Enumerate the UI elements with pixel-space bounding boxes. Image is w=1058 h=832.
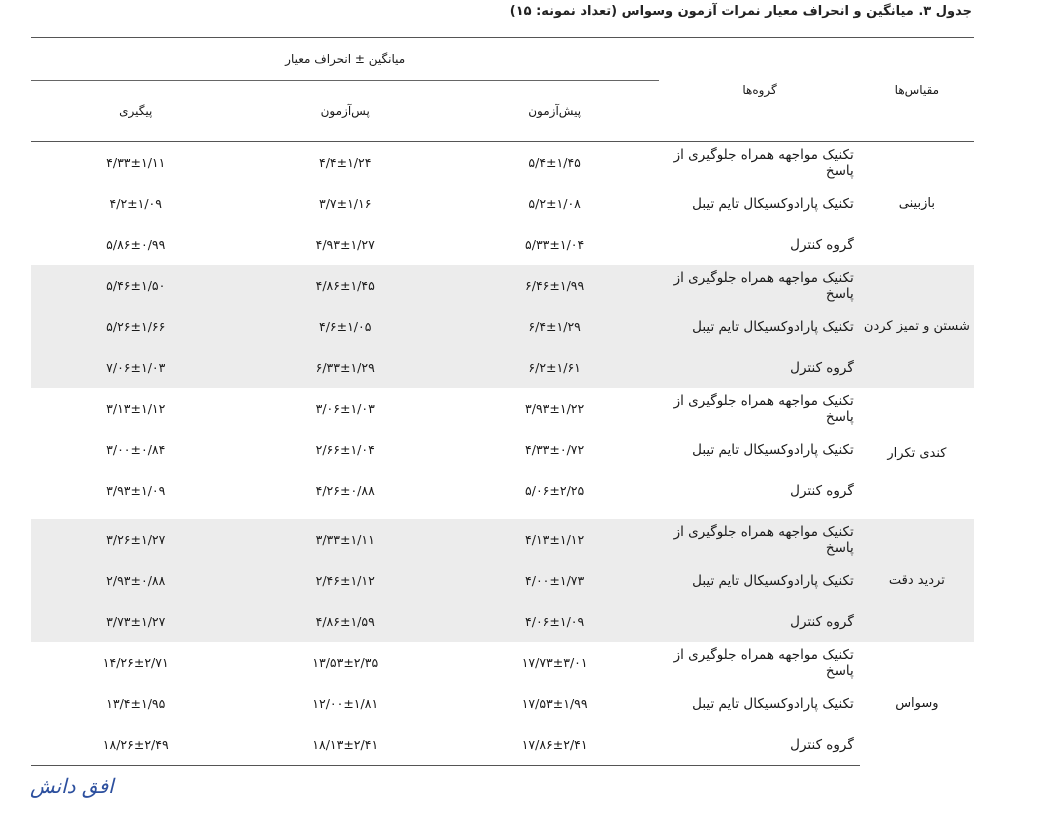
posttest-value: ۳/۳۳±۱/۱۱ <box>241 519 450 560</box>
header-scale: مقیاس‌ها <box>894 82 940 97</box>
section-obsession <box>31 642 974 766</box>
group-label: تکنیک مواجهه همراه جلوگیری از پاسخ <box>659 519 859 560</box>
table-row <box>31 142 974 184</box>
scale-label: بازبینی <box>898 195 935 211</box>
table-row <box>31 183 974 224</box>
header-groups: گروه‌ها <box>742 82 777 97</box>
followup-value: ۵/۲۶±۱/۶۶ <box>31 306 241 347</box>
group-label: تکنیک پارادوکسیکال تایم تیبل <box>692 695 854 712</box>
results-table <box>31 37 974 766</box>
table-row <box>31 519 974 560</box>
posttest-value: ۴/۸۶±۱/۵۹ <box>241 601 450 642</box>
pretest-value: ۱۷/۵۳±۱/۹۹ <box>521 696 588 711</box>
posttest-value: ۱۲/۰۰±۱/۸۱ <box>312 696 379 711</box>
pretest-value: ۶/۲±۱/۶۱ <box>450 347 659 388</box>
pretest-value: ۵/۳۳±۱/۰۴ <box>525 237 585 252</box>
group-label: تکنیک پارادوکسیکال تایم تیبل <box>659 560 859 601</box>
journal-logo: افق دانش <box>30 774 114 798</box>
group-label: گروه کنترل <box>659 347 859 388</box>
posttest-value: ۴/۶±۱/۰۵ <box>241 306 450 347</box>
table-row <box>31 601 974 642</box>
posttest-value: ۴/۸۶±۱/۴۵ <box>241 265 450 306</box>
followup-value: ۱۳/۴±۱/۹۵ <box>106 696 166 711</box>
row-spacer <box>31 511 974 519</box>
posttest-value: ۲/۴۶±۱/۱۲ <box>241 560 450 601</box>
followup-value: ۴/۲±۱/۰۹ <box>109 196 162 211</box>
followup-value: ۱۸/۲۶±۲/۴۹ <box>31 724 241 766</box>
pretest-value: ۳/۹۳±۱/۲۲ <box>525 401 585 416</box>
group-label: تکنیک مواجهه همراه جلوگیری از پاسخ <box>673 392 854 425</box>
scale-label: تردید دقت <box>860 519 974 642</box>
followup-value: ۵/۴۶±۱/۵۰ <box>31 265 241 306</box>
header-pretest: پیش‌آزمون <box>528 104 582 118</box>
posttest-value: ۲/۶۶±۱/۰۴ <box>315 442 375 457</box>
pretest-value: ۴/۳۳±۰/۷۲ <box>525 442 585 457</box>
pretest-value: ۵/۴±۱/۴۵ <box>528 155 581 170</box>
posttest-value: ۴/۴±۱/۲۴ <box>318 155 372 170</box>
pretest-value: ۶/۴۶±۱/۹۹ <box>450 265 659 306</box>
table-row <box>31 470 974 511</box>
followup-value: ۲/۹۳±۰/۸۸ <box>31 560 241 601</box>
pretest-value: ۵/۲±۱/۰۸ <box>528 196 581 211</box>
group-label: گروه کنترل <box>659 601 859 642</box>
followup-value: ۱۴/۲۶±۲/۷۱ <box>102 655 169 670</box>
followup-value: ۳/۲۶±۱/۲۷ <box>31 519 241 560</box>
scale-label: وسواس <box>895 695 939 711</box>
pretest-value: ۵/۰۶±۲/۲۵ <box>525 483 585 498</box>
table-row <box>31 265 974 306</box>
pretest-value: ۴/۰۰±۱/۷۳ <box>450 560 659 601</box>
pretest-value: ۱۷/۷۳±۳/۰۱ <box>521 655 588 670</box>
posttest-value: ۳/۰۶±۱/۰۳ <box>315 401 375 416</box>
table-row <box>31 388 974 429</box>
group-label: گروه کنترل <box>790 236 854 253</box>
table-caption: جدول ۳. میانگین و انحراف معیار نمرات آزمون وسواس (تعداد نمونه: ۱۵) <box>509 4 972 19</box>
group-label: گروه کنترل <box>659 724 859 766</box>
followup-value: ۳/۷۳±۱/۲۷ <box>31 601 241 642</box>
table-row <box>31 347 974 388</box>
table-row <box>31 429 974 470</box>
table-row <box>31 724 974 766</box>
pretest-value: ۱۷/۸۶±۲/۴۱ <box>450 724 659 766</box>
followup-value: ۵/۸۶±۰/۹۹ <box>106 237 166 252</box>
table-row <box>31 306 974 347</box>
header-mean-sd: میانگین ± انحراف معیار <box>31 38 659 81</box>
table-row <box>31 642 974 683</box>
group-label: تکنیک مواجهه همراه جلوگیری از پاسخ <box>673 146 854 179</box>
table-row <box>31 560 974 601</box>
posttest-value: ۴/۹۳±۱/۲۷ <box>315 237 375 252</box>
scale-label: شستن و تمیز کردن <box>860 265 974 388</box>
posttest-value: ۴/۲۶±۰/۸۸ <box>315 483 375 498</box>
followup-value: ۳/۹۳±۱/۰۹ <box>106 483 166 498</box>
posttest-value: ۳/۷±۱/۱۶ <box>318 196 372 211</box>
pretest-value: ۶/۴±۱/۲۹ <box>450 306 659 347</box>
posttest-value: ۶/۳۳±۱/۲۹ <box>241 347 450 388</box>
followup-value: ۴/۳۳±۱/۱۱ <box>106 155 166 170</box>
table-row <box>31 683 974 724</box>
pretest-value: ۴/۱۳±۱/۱۲ <box>450 519 659 560</box>
followup-value: ۳/۰۰±۰/۸۴ <box>106 442 166 457</box>
pretest-value: ۴/۰۶±۱/۰۹ <box>450 601 659 642</box>
group-label: تکنیک پارادوکسیکال تایم تیبل <box>692 441 854 458</box>
header-posttest: پس‌آزمون <box>320 104 370 118</box>
header-followup: پیگیری <box>119 104 153 118</box>
posttest-value: ۱۳/۵۳±۲/۳۵ <box>312 655 379 670</box>
section-doubting <box>31 519 974 642</box>
section-slowness <box>31 388 974 519</box>
group-label: تکنیک پارادوکسیکال تایم تیبل <box>659 306 859 347</box>
table-row <box>31 224 974 265</box>
scale-label: کندی تکرار <box>887 445 947 461</box>
group-label: گروه کنترل <box>790 482 854 499</box>
section-checking <box>31 142 974 266</box>
followup-value: ۷/۰۶±۱/۰۳ <box>31 347 241 388</box>
posttest-value: ۱۸/۱۳±۲/۴۱ <box>241 724 450 766</box>
group-label: تکنیک پارادوکسیکال تایم تیبل <box>692 195 854 212</box>
group-label: تکنیک مواجهه همراه جلوگیری از پاسخ <box>659 265 859 306</box>
group-label: تکنیک مواجهه همراه جلوگیری از پاسخ <box>673 646 854 679</box>
followup-value: ۳/۱۳±۱/۱۲ <box>106 401 166 416</box>
section-washing <box>31 265 974 388</box>
